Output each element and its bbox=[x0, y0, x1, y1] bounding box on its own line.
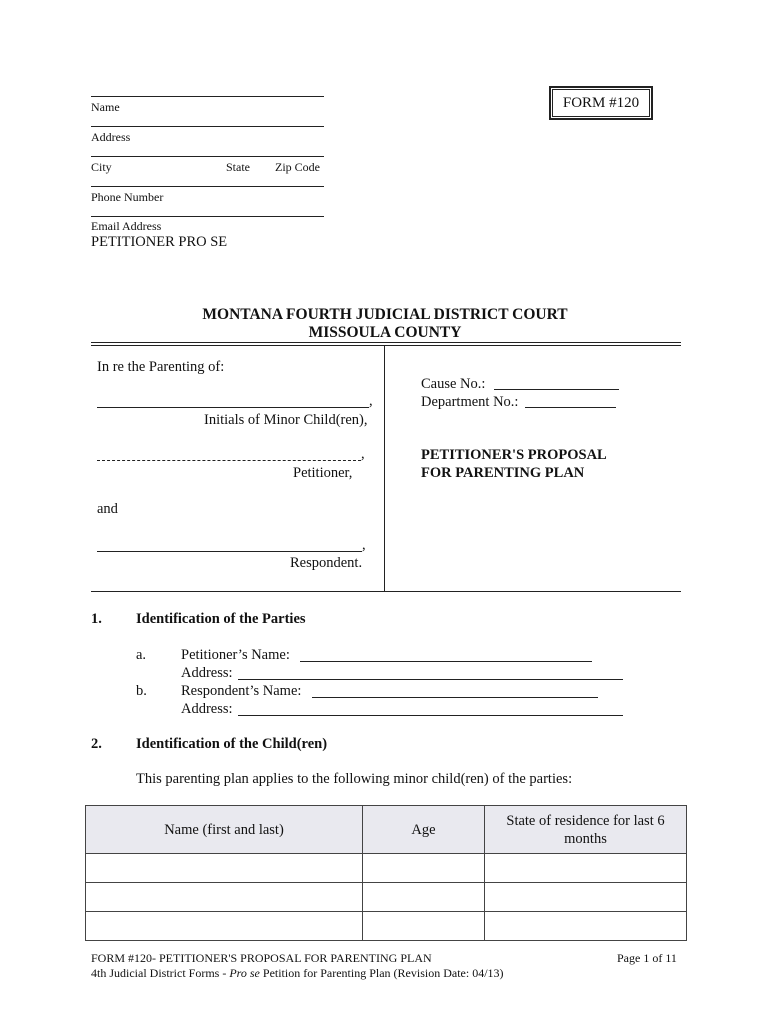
header-age: Age bbox=[363, 806, 485, 854]
petitioner-name-label: Petitioner’s Name: bbox=[181, 647, 290, 663]
respondent-label: Respondent. bbox=[290, 555, 363, 571]
document-title-line2: FOR PARENTING PLAN bbox=[421, 465, 585, 481]
child-name-cell[interactable] bbox=[86, 912, 363, 941]
footer-page-number: Page 1 of 11 bbox=[617, 951, 677, 965]
child-comma: , bbox=[369, 393, 373, 409]
child-age-cell[interactable] bbox=[363, 912, 485, 941]
and-label: and bbox=[97, 501, 118, 517]
city-line bbox=[91, 156, 324, 157]
child-state-cell[interactable] bbox=[485, 912, 687, 941]
caption-divider bbox=[384, 345, 385, 591]
child-name-cell[interactable] bbox=[86, 883, 363, 912]
respondent-address-label: Address: bbox=[181, 701, 233, 717]
header-name: Name (first and last) bbox=[86, 806, 363, 854]
table-row bbox=[86, 854, 687, 883]
item-b-marker: b. bbox=[136, 683, 147, 699]
initials-label: Initials of Minor Child(ren), bbox=[204, 412, 368, 428]
cause-no-line bbox=[494, 389, 619, 390]
respondent-comma: , bbox=[362, 537, 366, 553]
caption-bottom-rule bbox=[91, 591, 681, 592]
court-name: MONTANA FOURTH JUDICIAL DISTRICT COURT bbox=[202, 306, 568, 323]
in-re-label: In re the Parenting of: bbox=[97, 359, 225, 375]
department-no-line bbox=[525, 407, 616, 408]
city-label: City bbox=[91, 160, 112, 174]
caption-top-rule-2 bbox=[91, 345, 681, 346]
respondent-name-line bbox=[312, 697, 598, 698]
section2-number: 2. bbox=[91, 736, 102, 752]
department-no-label: Department No.: bbox=[421, 394, 519, 410]
section2-intro: This parenting plan applies to the following minor child(ren) of the parties: bbox=[136, 771, 573, 787]
footer-line2-italic: Pro se bbox=[229, 966, 260, 980]
section2-title: Identification of the Child(ren) bbox=[136, 736, 328, 752]
petitioner-line bbox=[97, 460, 361, 461]
table-row bbox=[86, 883, 687, 912]
state-label: State bbox=[226, 160, 250, 174]
respondent-line bbox=[97, 551, 362, 552]
children-table bbox=[85, 805, 687, 941]
table-row bbox=[86, 912, 687, 941]
zip-label: Zip Code bbox=[275, 160, 320, 174]
document-title-line1: PETITIONER'S PROPOSAL bbox=[421, 447, 607, 463]
address-line bbox=[91, 126, 324, 127]
child-age-cell[interactable] bbox=[363, 854, 485, 883]
petitioner-address-line bbox=[238, 679, 623, 680]
address-label: Address bbox=[91, 130, 131, 144]
footer-line2-a: 4th Judicial District Forms - bbox=[91, 966, 230, 980]
item-a-marker: a. bbox=[136, 647, 147, 663]
name-label: Name bbox=[91, 100, 120, 114]
header-state-residence: State of residence for last 6 months bbox=[485, 806, 687, 854]
email-line bbox=[91, 216, 324, 217]
email-label: Email Address bbox=[91, 219, 162, 233]
cause-no-label: Cause No.: bbox=[421, 376, 486, 392]
child-state-cell[interactable] bbox=[485, 883, 687, 912]
child-state-cell[interactable] bbox=[485, 854, 687, 883]
section1-number: 1. bbox=[91, 611, 102, 627]
child-initials-line bbox=[97, 407, 369, 408]
form-number-box bbox=[549, 86, 653, 120]
petitioner-address-label: Address: bbox=[181, 665, 233, 681]
child-age-cell[interactable] bbox=[363, 883, 485, 912]
petitioner-comma: , bbox=[361, 446, 365, 462]
phone-line bbox=[91, 186, 324, 187]
petitioner-pro-se: PETITIONER PRO SE bbox=[91, 234, 228, 250]
form-number: FORM #120 bbox=[552, 89, 650, 117]
child-name-cell[interactable] bbox=[86, 854, 363, 883]
phone-label: Phone Number bbox=[91, 190, 164, 204]
respondent-address-line bbox=[238, 715, 623, 716]
caption-top-rule bbox=[91, 342, 681, 343]
respondent-name-label: Respondent’s Name: bbox=[181, 683, 302, 699]
footer-revision bbox=[91, 966, 504, 981]
court-county: MISSOULA COUNTY bbox=[308, 324, 462, 341]
footer-form-title: FORM #120- PETITIONER'S PROPOSAL FOR PARENTING PLAN bbox=[91, 951, 432, 965]
petitioner-label: Petitioner, bbox=[293, 465, 353, 481]
section1-title: Identification of the Parties bbox=[136, 611, 306, 627]
table-header-row bbox=[86, 806, 687, 854]
petitioner-name-line bbox=[300, 661, 592, 662]
footer-line2-b: Petition for Parenting Plan (Revision Date: 04/13) bbox=[259, 966, 504, 980]
name-line bbox=[91, 96, 324, 97]
